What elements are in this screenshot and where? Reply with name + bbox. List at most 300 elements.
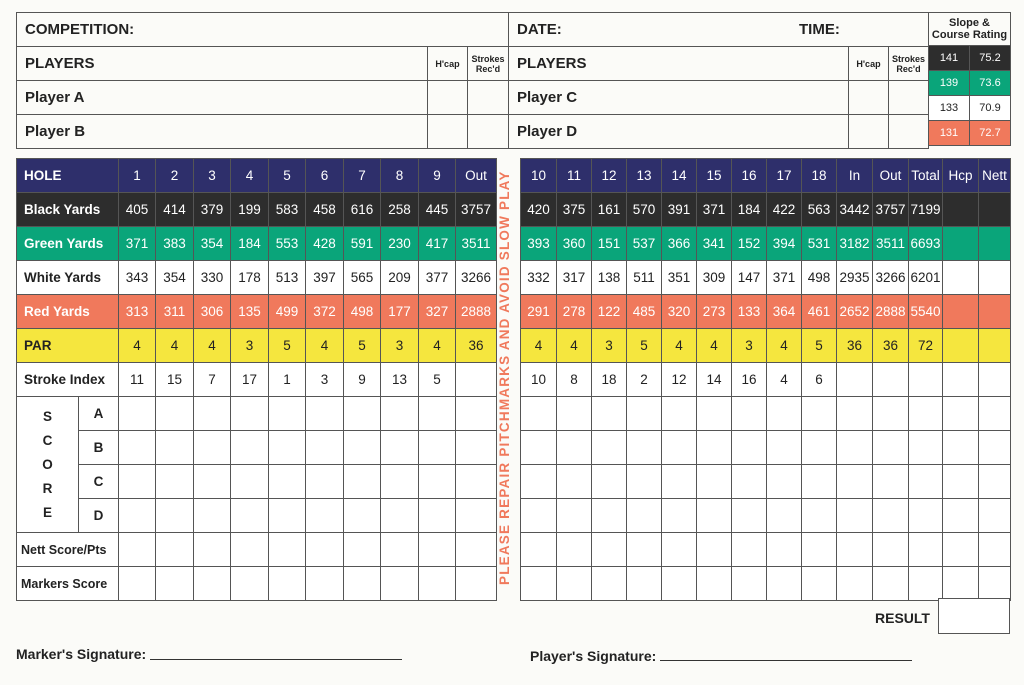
score-row-a-back [521, 397, 1011, 431]
yardage-cell: 230 [381, 227, 419, 261]
score-cell[interactable] [943, 567, 979, 601]
red-yards-row-back [521, 295, 1011, 329]
score-letter: E [42, 504, 52, 520]
player-b-name: Player B [17, 115, 428, 149]
par-cell: 36 [873, 329, 909, 363]
score-letter: C [42, 432, 53, 448]
marker-signature-line[interactable] [150, 659, 402, 660]
score-cell[interactable] [873, 533, 909, 567]
slope-value: 141 [929, 46, 970, 71]
row-label: Red Yards [17, 295, 119, 329]
score-cell[interactable] [194, 499, 231, 533]
score-cell[interactable] [943, 465, 979, 499]
score-row-a [17, 397, 497, 431]
slope-rating-title: Slope & Course Rating [929, 13, 1011, 46]
yardage-cell: 405 [119, 193, 156, 227]
score-cell[interactable] [557, 567, 592, 601]
yardage-cell: 3266 [873, 261, 909, 295]
yardage-cell [979, 227, 1011, 261]
nett-score-row-back [521, 533, 1011, 567]
score-cell[interactable] [156, 533, 194, 567]
yardage-cell: 366 [662, 227, 697, 261]
player-a-strokes[interactable] [468, 81, 509, 115]
stroke-index-cell: 10 [521, 363, 557, 397]
player-b-hcap[interactable] [428, 115, 468, 149]
strokes-label-left: Strokes Rec'd [468, 47, 509, 81]
score-cell[interactable] [662, 465, 697, 499]
green-yards-row-front [17, 227, 497, 261]
yardage-cell: 422 [767, 193, 802, 227]
score-cell[interactable] [697, 431, 732, 465]
yardage-cell: 553 [269, 227, 306, 261]
score-cell[interactable] [697, 397, 732, 431]
score-cell[interactable] [306, 465, 344, 499]
stroke-index-cell: 8 [557, 363, 592, 397]
stroke-index-cell: 13 [381, 363, 419, 397]
yardage-cell: 258 [381, 193, 419, 227]
yardage-cell: 583 [269, 193, 306, 227]
player-signature-line[interactable] [660, 660, 912, 661]
score-cell[interactable] [419, 567, 456, 601]
score-cell[interactable] [662, 499, 697, 533]
yardage-cell: 397 [306, 261, 344, 295]
score-cell[interactable] [306, 431, 344, 465]
yardage-cell: 209 [381, 261, 419, 295]
score-cell[interactable] [697, 567, 732, 601]
par-cell: 4 [306, 329, 344, 363]
yardage-cell: 375 [557, 193, 592, 227]
score-cell[interactable] [269, 499, 306, 533]
score-cell[interactable] [231, 499, 269, 533]
yardage-cell [943, 227, 979, 261]
yardage-cell: 313 [119, 295, 156, 329]
score-cell[interactable] [767, 431, 802, 465]
score-cell[interactable] [732, 397, 767, 431]
score-cell[interactable] [381, 499, 419, 533]
score-letter: S [42, 408, 52, 424]
score-cell[interactable] [732, 533, 767, 567]
yardage-cell: 513 [269, 261, 306, 295]
yardage-cell: 371 [767, 261, 802, 295]
hcp-header: Hcp [943, 159, 979, 193]
slope-value: 133 [929, 96, 970, 121]
hole-number: 12 [592, 159, 627, 193]
score-cell[interactable] [767, 397, 802, 431]
score-cell[interactable] [344, 431, 381, 465]
out-header: Out [873, 159, 909, 193]
score-cell[interactable] [592, 431, 627, 465]
score-cell[interactable] [697, 465, 732, 499]
date-label: DATE: [517, 21, 562, 38]
score-cell[interactable] [419, 465, 456, 499]
score-cell[interactable] [119, 431, 156, 465]
score-cell[interactable] [979, 499, 1011, 533]
yardage-cell: 2888 [456, 295, 497, 329]
yardage-cell: 330 [194, 261, 231, 295]
score-cell[interactable] [662, 397, 697, 431]
yardage-cell: 445 [419, 193, 456, 227]
score-cell[interactable] [119, 397, 156, 431]
course-rating-value: 73.6 [970, 71, 1011, 96]
yardage-cell: 498 [344, 295, 381, 329]
score-cell[interactable] [119, 465, 156, 499]
score-cell[interactable] [344, 499, 381, 533]
yardage-cell: 152 [732, 227, 767, 261]
score-cell[interactable] [194, 431, 231, 465]
score-cell[interactable] [909, 465, 943, 499]
result-box[interactable] [938, 598, 1010, 634]
score-cell[interactable] [909, 397, 943, 431]
par-cell [979, 329, 1011, 363]
stroke-index-cell: 3 [306, 363, 344, 397]
stroke-index-cell [943, 363, 979, 397]
row-label: Green Yards [17, 227, 119, 261]
score-cell[interactable] [662, 567, 697, 601]
score-cell[interactable] [802, 499, 837, 533]
score-cell[interactable] [979, 465, 1011, 499]
score-cell[interactable] [156, 465, 194, 499]
yardage-cell [979, 295, 1011, 329]
score-cell[interactable] [873, 431, 909, 465]
score-cell[interactable] [269, 431, 306, 465]
score-cell[interactable] [837, 567, 873, 601]
date-time-cell [509, 13, 929, 47]
yardage-cell: 2888 [873, 295, 909, 329]
par-row-front [17, 329, 497, 363]
markers-score-row-front [17, 567, 497, 601]
score-cell[interactable] [521, 499, 557, 533]
score-cell[interactable] [627, 499, 662, 533]
stroke-index-cell [456, 363, 497, 397]
score-cell[interactable] [732, 431, 767, 465]
score-cell[interactable] [627, 567, 662, 601]
yardage-cell: 122 [592, 295, 627, 329]
player-d-strokes[interactable] [889, 115, 929, 149]
score-cell[interactable] [697, 533, 732, 567]
yardage-cell: 6201 [909, 261, 943, 295]
hole-row-back [521, 159, 1011, 193]
score-cell[interactable] [521, 567, 557, 601]
score-cell[interactable] [802, 465, 837, 499]
yardage-cell: 394 [767, 227, 802, 261]
green-yards-row-back [521, 227, 1011, 261]
score-cell[interactable] [873, 465, 909, 499]
yardage-cell: 563 [802, 193, 837, 227]
score-cell[interactable] [837, 431, 873, 465]
stroke-index-cell: 17 [231, 363, 269, 397]
score-cell[interactable] [627, 431, 662, 465]
score-cell[interactable] [194, 397, 231, 431]
par-cell: 3 [381, 329, 419, 363]
yardage-cell: 354 [156, 261, 194, 295]
yardage-cell: 343 [119, 261, 156, 295]
yardage-cell: 360 [557, 227, 592, 261]
player-b-strokes[interactable] [468, 115, 509, 149]
score-cell[interactable] [592, 533, 627, 567]
score-cell[interactable] [344, 397, 381, 431]
score-cell[interactable] [627, 465, 662, 499]
score-cell[interactable] [592, 499, 627, 533]
stroke-index-cell: 4 [767, 363, 802, 397]
player-c-hcap[interactable] [849, 81, 889, 115]
score-cell[interactable] [419, 533, 456, 567]
par-cell: 3 [732, 329, 767, 363]
score-cell[interactable] [456, 533, 497, 567]
yardage-cell: 511 [627, 261, 662, 295]
score-cell[interactable] [557, 533, 592, 567]
hole-label: HOLE [17, 159, 119, 193]
score-cell[interactable] [627, 533, 662, 567]
score-cell[interactable] [419, 397, 456, 431]
in-header: In [837, 159, 873, 193]
strokes-label-right: Strokes Rec'd [889, 47, 929, 81]
yardage-cell: 591 [344, 227, 381, 261]
stroke-index-cell: 14 [697, 363, 732, 397]
score-cell[interactable] [521, 431, 557, 465]
score-cell[interactable] [419, 431, 456, 465]
par-cell: 4 [194, 329, 231, 363]
score-cell[interactable] [592, 465, 627, 499]
score-cell[interactable] [873, 567, 909, 601]
score-cell[interactable] [557, 465, 592, 499]
yardage-cell: 2935 [837, 261, 873, 295]
yardage-cell: 3182 [837, 227, 873, 261]
score-cell[interactable] [732, 567, 767, 601]
score-cell[interactable] [627, 397, 662, 431]
score-cell[interactable] [344, 465, 381, 499]
score-cell[interactable] [231, 397, 269, 431]
score-letter: R [42, 480, 53, 496]
yardage-cell [943, 295, 979, 329]
score-cell[interactable] [557, 397, 592, 431]
par-cell: 5 [627, 329, 662, 363]
hcap-label-left: H'cap [428, 47, 468, 81]
score-cell[interactable] [802, 397, 837, 431]
score-row-d [17, 499, 497, 533]
score-cell[interactable] [909, 499, 943, 533]
score-cell[interactable] [802, 431, 837, 465]
score-cell[interactable] [837, 533, 873, 567]
markers-score-label: Markers Score [17, 567, 119, 601]
score-cell[interactable] [231, 567, 269, 601]
score-cell[interactable] [909, 533, 943, 567]
players-label-left: PLAYERS [17, 47, 428, 81]
score-cell[interactable] [306, 567, 344, 601]
score-cell[interactable] [231, 465, 269, 499]
yardage-cell: 320 [662, 295, 697, 329]
yardage-cell: 3757 [873, 193, 909, 227]
score-cell[interactable] [381, 431, 419, 465]
front-nine-table [16, 158, 497, 601]
slow-play-notice: PLEASE REPAIR PITCHMARKS AND AVOID SLOW PLAY [497, 170, 512, 586]
score-row-b [17, 431, 497, 465]
score-cell[interactable] [521, 397, 557, 431]
score-cell[interactable] [979, 533, 1011, 567]
score-cell[interactable] [592, 397, 627, 431]
score-cell[interactable] [269, 533, 306, 567]
score-cell[interactable] [306, 533, 344, 567]
hole-number: Out [456, 159, 497, 193]
score-cell[interactable] [909, 567, 943, 601]
score-cell[interactable] [873, 499, 909, 533]
score-player-a: A [79, 397, 119, 431]
hole-number: 13 [627, 159, 662, 193]
par-cell: 4 [767, 329, 802, 363]
score-cell[interactable] [269, 567, 306, 601]
score-cell[interactable] [456, 397, 497, 431]
yardage-cell: 461 [802, 295, 837, 329]
score-cell[interactable] [943, 499, 979, 533]
score-cell[interactable] [231, 533, 269, 567]
score-cell[interactable] [767, 465, 802, 499]
score-cell[interactable] [269, 397, 306, 431]
yardage-cell [943, 193, 979, 227]
yardage-cell: 6693 [909, 227, 943, 261]
score-cell[interactable] [456, 465, 497, 499]
score-cell[interactable] [943, 431, 979, 465]
score-cell[interactable] [381, 397, 419, 431]
score-cell[interactable] [837, 397, 873, 431]
score-cell[interactable] [194, 465, 231, 499]
nett-score-row-front [17, 533, 497, 567]
red-yards-row-front [17, 295, 497, 329]
par-cell: 4 [156, 329, 194, 363]
player-a-name: Player A [17, 81, 428, 115]
yardage-cell: 351 [662, 261, 697, 295]
stroke-index-cell: 11 [119, 363, 156, 397]
score-cell[interactable] [557, 431, 592, 465]
score-cell[interactable] [592, 567, 627, 601]
score-cell[interactable] [837, 499, 873, 533]
row-label: Black Yards [17, 193, 119, 227]
player-c-strokes[interactable] [889, 81, 929, 115]
player-c-name: Player C [509, 81, 849, 115]
score-cell[interactable] [979, 567, 1011, 601]
yardage-cell: 537 [627, 227, 662, 261]
score-cell[interactable] [306, 397, 344, 431]
score-cell[interactable] [156, 431, 194, 465]
yardage-cell: 147 [732, 261, 767, 295]
score-cell[interactable] [231, 431, 269, 465]
score-row-b-back [521, 431, 1011, 465]
stroke-index-cell [873, 363, 909, 397]
yardage-cell: 531 [802, 227, 837, 261]
score-cell[interactable] [662, 533, 697, 567]
row-label: PAR [17, 329, 119, 363]
score-cell[interactable] [521, 465, 557, 499]
yardage-cell: 3511 [456, 227, 497, 261]
score-cell[interactable] [557, 499, 592, 533]
row-label: Stroke Index [17, 363, 119, 397]
player-a-hcap[interactable] [428, 81, 468, 115]
score-cell[interactable] [381, 533, 419, 567]
yardage-cell: 341 [697, 227, 732, 261]
yardage-cell [943, 261, 979, 295]
score-cell[interactable] [344, 533, 381, 567]
yardage-cell: 428 [306, 227, 344, 261]
stroke-index-cell: 15 [156, 363, 194, 397]
par-row-back [521, 329, 1011, 363]
score-cell[interactable] [156, 567, 194, 601]
score-cell[interactable] [662, 431, 697, 465]
time-label: TIME: [799, 21, 840, 38]
score-player-c: C [79, 465, 119, 499]
score-cell[interactable] [979, 397, 1011, 431]
slope-row-white [929, 96, 1011, 121]
result-label: RESULT [875, 610, 930, 626]
yardage-cell: 499 [269, 295, 306, 329]
score-cell[interactable] [732, 499, 767, 533]
score-cell[interactable] [119, 533, 156, 567]
score-cell[interactable] [697, 499, 732, 533]
yardage-cell: 133 [732, 295, 767, 329]
slope-value: 131 [929, 121, 970, 146]
yardage-cell: 371 [119, 227, 156, 261]
score-cell[interactable] [156, 397, 194, 431]
score-cell[interactable] [456, 499, 497, 533]
score-cell[interactable] [344, 567, 381, 601]
score-cell[interactable] [979, 431, 1011, 465]
score-cell[interactable] [269, 465, 306, 499]
score-cell[interactable] [119, 567, 156, 601]
yardage-cell: 391 [662, 193, 697, 227]
score-cell[interactable] [943, 397, 979, 431]
yardage-cell: 178 [231, 261, 269, 295]
stroke-index-row-front [17, 363, 497, 397]
score-cell[interactable] [802, 533, 837, 567]
yardage-cell: 379 [194, 193, 231, 227]
hole-number: 16 [732, 159, 767, 193]
score-cell[interactable] [767, 567, 802, 601]
competition-label: COMPETITION: [17, 13, 509, 47]
score-cell[interactable] [767, 499, 802, 533]
player-d-hcap[interactable] [849, 115, 889, 149]
score-cell[interactable] [521, 533, 557, 567]
slope-row-black [929, 46, 1011, 71]
yardage-cell: 458 [306, 193, 344, 227]
score-cell[interactable] [306, 499, 344, 533]
score-cell[interactable] [381, 465, 419, 499]
score-cell[interactable] [419, 499, 456, 533]
score-cell[interactable] [943, 533, 979, 567]
score-cell[interactable] [194, 567, 231, 601]
yardage-cell: 393 [521, 227, 557, 261]
score-cell[interactable] [837, 465, 873, 499]
score-cell[interactable] [909, 431, 943, 465]
score-cell[interactable] [873, 397, 909, 431]
score-cell[interactable] [156, 499, 194, 533]
score-cell[interactable] [456, 431, 497, 465]
score-cell[interactable] [456, 567, 497, 601]
slope-value: 139 [929, 71, 970, 96]
score-cell[interactable] [194, 533, 231, 567]
yardage-cell: 184 [732, 193, 767, 227]
yardage-cell: 372 [306, 295, 344, 329]
hole-number: 2 [156, 159, 194, 193]
score-cell[interactable] [767, 533, 802, 567]
white-yards-row-back [521, 261, 1011, 295]
score-cell[interactable] [802, 567, 837, 601]
stroke-index-cell [909, 363, 943, 397]
score-cell[interactable] [732, 465, 767, 499]
hole-row-front [17, 159, 497, 193]
par-cell: 3 [231, 329, 269, 363]
par-cell: 5 [269, 329, 306, 363]
hole-number: 18 [802, 159, 837, 193]
score-cell[interactable] [119, 499, 156, 533]
yardage-cell: 417 [419, 227, 456, 261]
score-cell[interactable] [381, 567, 419, 601]
